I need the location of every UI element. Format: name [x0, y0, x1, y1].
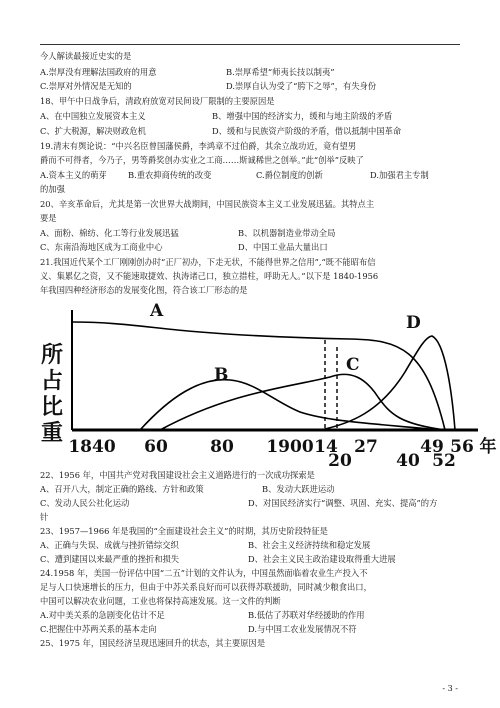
q22-option-d: D、对国民经济实行“调整、巩固、充实、提高”的方	[248, 498, 438, 508]
xtick-14: 14	[314, 437, 338, 457]
q19-option-a: A.资本主义的萌芽	[40, 170, 107, 180]
ylabel-char-2: 占	[40, 368, 64, 394]
q17-option-a: A.崇厚没有理解法国政府的用意	[40, 67, 157, 77]
xtick-40: 40	[396, 451, 420, 467]
curve-a	[72, 322, 445, 430]
xtick-1840: 1840	[68, 437, 116, 457]
xtick-56: 56	[450, 437, 474, 457]
q24-option-d: D.与中国工农业发展情况不符	[248, 624, 357, 634]
q20-stem-line1: 20、辛亥革命后，尤其是第一次世界大战期间，中国民族资本主义工业发展迅猛。其特点主	[40, 199, 375, 209]
q19-option-c: C.爵位制度的创新	[256, 170, 323, 180]
q17-option-c: C.崇厚对外情况是无知的	[40, 81, 132, 91]
q21-stem-line1: 21.我国近代某个工厂刚刚创办时“正厂初办，下走无状，不能得世界之信用”,“既不能昭布信	[40, 257, 376, 267]
q19-stem-line2: 爵而不可得者，今乃子，男等爵奖创办实业之工商……斯诚稀世之创举。”此“创举”反映了	[40, 155, 364, 165]
curve-label-b: B	[214, 365, 229, 385]
xtick-60: 60	[144, 437, 168, 457]
q23-option-c: C、遭到建国以来最严重的挫折和损失	[40, 554, 180, 564]
q22-stem: 22、1956 年，中国共产党对我国建设社会主义道路进行的一次成功探索是	[40, 470, 315, 480]
xtick-80: 80	[210, 437, 234, 457]
q18-option-d: D、缓和与民族资产阶级的矛盾，借以抵制中国革命	[212, 126, 402, 136]
q17-option-b: B.崇厚希望“师夷长技以制夷”	[226, 67, 335, 77]
ylabel-char-4: 重	[40, 420, 64, 446]
q21-stem-line3: 年我国四种经济形态的发展变化图，符合该工厂形态的是	[40, 285, 248, 295]
q20-option-c: C、东南沿海地区成为工商业中心	[40, 242, 163, 252]
ylabel-char-1: 所	[40, 342, 64, 368]
xaxis-unit: 年	[479, 437, 497, 457]
xtick-52: 52	[432, 451, 456, 467]
page-number: - 3 -	[442, 684, 458, 693]
q24-option-a: A.对中美关系的急剧变化估计不足	[40, 610, 165, 620]
q19-option-b: B.重农抑商传统的改变	[128, 170, 212, 180]
q22-option-c: C、发动人民公社化运动	[40, 498, 130, 508]
curve-label-a: A	[150, 301, 164, 321]
xtick-49: 49	[420, 437, 444, 457]
q17-stem-tail: 今人解读最接近史实的是	[40, 51, 132, 61]
q24-option-b: B.低估了苏联对华经援助的作用	[248, 610, 365, 620]
curve-label-d: D	[406, 313, 421, 333]
q18-stem: 18、甲午中日战争后，清政府放宽对民间设厂限制的主要原因是	[40, 96, 275, 106]
header-rule	[40, 44, 460, 45]
q17-option-d: D.崇厚自认为受了“胯下之辱”，有失身份	[226, 81, 377, 91]
xtick-27: 27	[354, 437, 378, 457]
q23-option-d: D、社会主义民主政治建设取得重大进展	[248, 554, 396, 564]
xtick-1900: 1900	[266, 437, 314, 457]
q23-option-b: B、社会主义经济持续和稳定发展	[248, 540, 371, 550]
economy-forms-chart	[0, 292, 500, 467]
q20-option-a: A、面粉、棉纺、化工等行业发展迅猛	[40, 228, 179, 238]
q24-stem-line3: 中国可以解决农业问题，工业也将保持高速发展。这一文件的判断	[40, 596, 281, 606]
q18-option-a: A、在中国独立发展资本主义	[40, 111, 146, 121]
q19-option-d: D.加强君主专制	[370, 170, 429, 180]
q19-option-d-tail: 的加强	[40, 184, 65, 194]
xtick-20: 20	[328, 451, 352, 467]
q19-stem-line1: 19.清末有舆论说：“中兴名臣曾国藩侯爵，李鸿章不过伯爵，其余立战功近，竟有望男	[40, 141, 357, 151]
q18-option-c: C、扩大税源，解决财政危机	[40, 126, 146, 136]
ylabel-char-3: 比	[40, 394, 64, 420]
curve-label-c: C	[346, 355, 360, 375]
q24-option-c: C.把握住中苏两关系的基本走向	[40, 624, 157, 634]
q18-option-b: B、增强中国的经济实力，缓和与地主阶级的矛盾	[212, 111, 393, 121]
q22-option-d-tail: 针	[40, 512, 49, 522]
q20-option-b: B、以机器制造业带动全局	[238, 228, 336, 238]
q20-option-d: D、中国工业品大量出口	[238, 242, 328, 252]
curve-d	[320, 336, 455, 430]
q22-option-b: B、发动大跃进运动	[262, 484, 335, 494]
q25-stem: 25、1975 年，国民经济呈现迅速回升的状态，其主要原因是	[40, 638, 266, 648]
q22-option-a: A、召开八大，制定正确的路线、方针和政策	[40, 484, 204, 494]
q24-stem-line1: 24.1958 年，美国一份评估中国“二五”计划的文件认为，中国虽然面临着农业生产投入不	[40, 568, 368, 578]
q24-stem-line2: 足与人口快速增长的压力，但由于中苏关系良好而可以获得苏联援助，同时减少粮食出口，	[40, 582, 372, 592]
q21-stem-line2: 义、集累亿之资，又不能速取捷效、执涛诸己口，独立措柱，呼助无人。”以下是 1840-1956	[40, 271, 379, 281]
q23-stem: 23、1957—1966 年是我国的“全面建设社会主义”的时期，其历史阶段特征是	[40, 526, 328, 536]
q23-option-a: A、正确与失误、成就与挫折错综交织	[40, 540, 179, 550]
q20-stem-line2: 要是	[40, 213, 57, 223]
